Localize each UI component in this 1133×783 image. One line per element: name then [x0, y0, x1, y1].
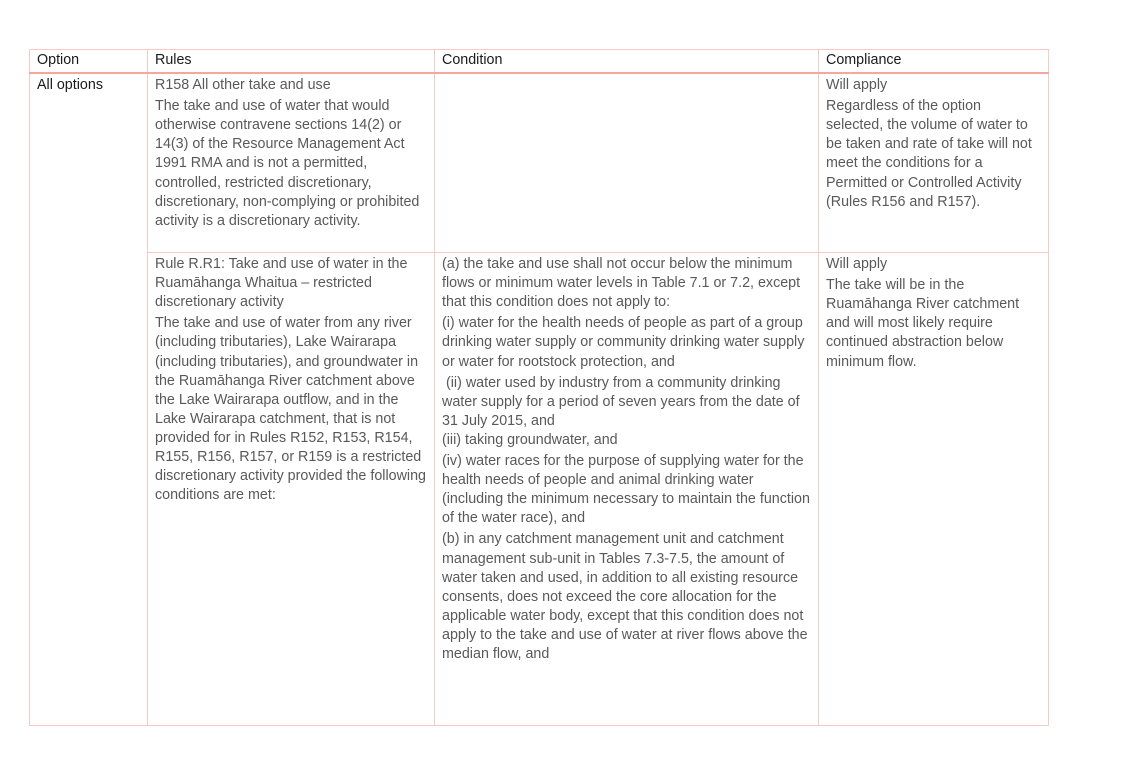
option-cell: [30, 73, 148, 726]
condition-item: (a) the take and use shall not occur below the minimum flows or minimum water levels in Table 7.1 or 7.2, except that this condition does not apply to:: [442, 256, 801, 311]
header-compliance: Compliance: [819, 50, 1049, 74]
compliance-title: Will apply: [826, 256, 888, 273]
header-option: Option: [30, 50, 148, 74]
header-row: [30, 50, 1049, 74]
compliance-cell: [819, 253, 1049, 726]
condition-item: (ii) water used by industry from a community drinking water supply for a period of seven years from the date of 31 July 2015, and: [442, 374, 804, 429]
rule-text: The take and use of water that would otherwise contravene sections 14(2) or 14(3) of the Resource Management Act 1991 RMA and is not a permitted, controlled, restricted discretionary, discretionary, non-complying or prohibited activity is a discretionary activity.: [155, 98, 420, 229]
condition-item: (iv) water races for the purpose of supplying water for the health needs of people and animal drinking water (including the minimum necessary to maintain the function of the water race), and: [442, 453, 810, 527]
header-rules: Rules: [148, 50, 435, 74]
condition-item: (i) water for the health needs of people as part of a group drinking water supply or community drinking water supply or water for rootstock protection, and: [442, 315, 805, 370]
table-row: [30, 253, 1049, 726]
header-condition: Condition: [435, 50, 819, 74]
compliance-text: Regardless of the option selected, the volume of water to be taken and rate of take will not meet the conditions for a Permitted or Controlled Activity (Rules R156 and R157).: [826, 98, 1032, 210]
rule-text: The take and use of water from any river (including tributaries), Lake Wairarapa (including tributaries), and groundwater in the Ruamāhanga River catchment above the Lake Wairarapa outflow, and in the Lake Wairarapa catchment, that is not provided for in Rules R152, R153, R154, R155, R156, R157, or R159 is a restricted discretionary activity provided the following conditions are met:: [155, 315, 426, 504]
compliance-text: The take will be in the Ruamāhanga River catchment and will most likely require continued abstraction below minimum flow.: [826, 277, 1020, 370]
condition-item: (iii) taking groundwater, and: [442, 431, 618, 448]
condition-cell: [435, 253, 819, 726]
rule-cell: [148, 73, 435, 253]
rule-title: Rule R.R1: Take and use of water in the Ruamāhanga Whaitua – restricted discretionary activity: [155, 256, 408, 311]
rule-title: R158 All other take and use: [155, 77, 331, 94]
table-row: [30, 73, 1049, 253]
condition-item: (b) in any catchment management unit and catchment management sub-unit in Tables 7.3-7.5, the amount of water taken and used, in addition to all existing resource consents, does not exceed the core allocation for the applicable water body, except that this condition does not apply to the take and use of water at river flows above the median flow, and: [442, 531, 808, 662]
rule-cell: [148, 253, 435, 726]
rules-table: [29, 49, 1049, 726]
condition-cell: [435, 73, 819, 253]
compliance-title: Will apply: [826, 77, 888, 94]
option-label: All options: [37, 77, 103, 94]
compliance-cell: [819, 73, 1049, 253]
